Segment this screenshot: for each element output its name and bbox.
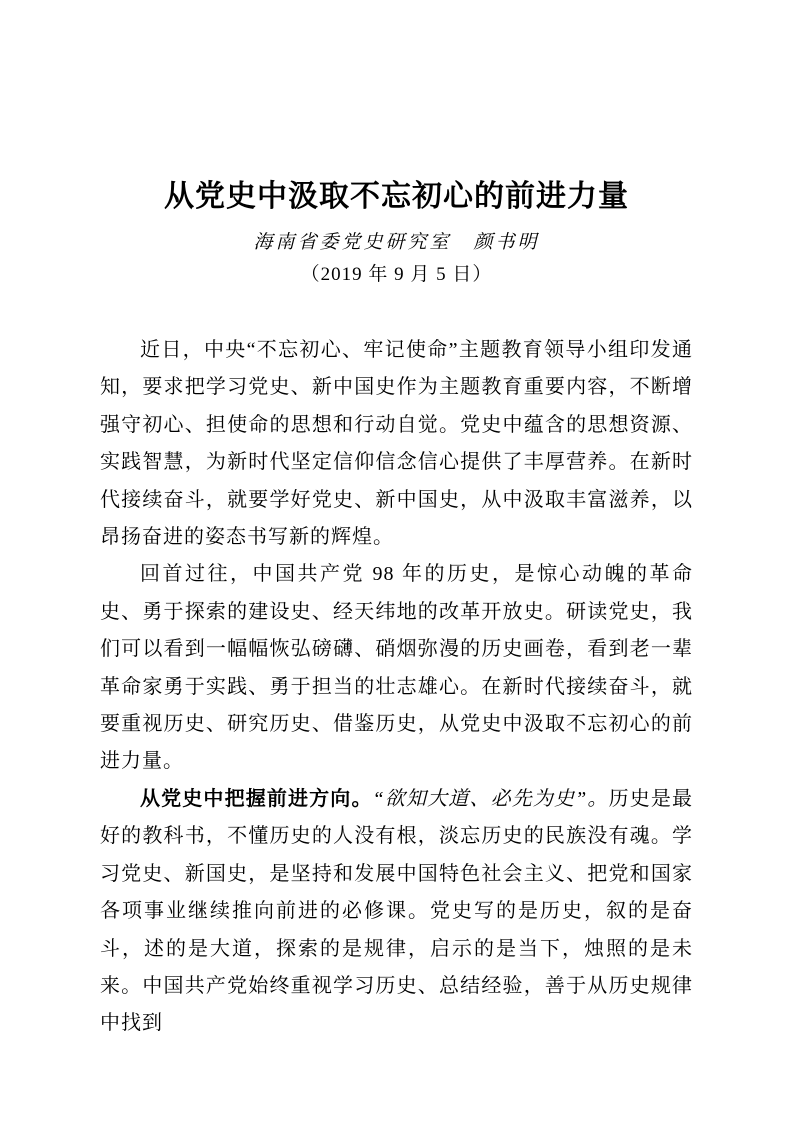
bold-lead-run: 从党史中把握前进方向。 (140, 787, 373, 810)
document-dateline: （2019 年 9 月 5 日） (300, 264, 493, 285)
body-paragraph-1 (100, 332, 693, 556)
paragraph-run: 历史是最好的教科书，不懂历史的人没有根，淡忘历史的民族没有魂。学习党史、新国史，是坚持和发展中国特色社会主义、把党和国家各项事业继续推向前进的必修课。党史写的是历史，叙的是奋斗，述的是大道，探索的是规律，启示的是当下，烛照的是未来。中国共产党始终重视学习历史、总结经验，善于从历史规律中找到 (100, 787, 694, 1035)
document-title: 从党史中汲取不忘初心的前进力量 (164, 180, 629, 213)
body-paragraph-2 (100, 556, 693, 780)
document-byline: 海南省委党史研究室 颜书明 (253, 232, 540, 253)
kai-quote-run: “欲知大道、必先为史”。 (372, 787, 609, 810)
paragraph-run: 近日，中央“不忘初心、牢记使命”主题教育领导小组印发通知，要求把学习党史、新中国史作为主题教育重要内容，不断增强守初心、担使命的思想和行动自觉。党史中蕴含的思想资源、实践智慧，为新时代坚定信仰信念信心提供了丰厚营养。在新时代接续奋斗，就要学好党史、新中国史，从中汲取丰富滋养，以昂扬奋进的姿态书写新的辉煌。 (100, 339, 693, 549)
body-paragraph-3 (100, 781, 693, 1043)
document-body (100, 332, 693, 1043)
paragraph-run: 回首过往，中国共产党 98 年的历史，是惊心动魄的革命史、勇于探索的建设史、经天纬地的改革开放史。研读党史，我们可以看到一幅幅恢弘磅礴、硝烟弥漫的历史画卷，看到老一辈革命家勇于实践、勇于担当的壮志雄心。在新时代接续奋斗，就要重视历史、研究历史、借鉴历史，从党史中汲取不忘初心的前进力量。 (100, 563, 693, 773)
